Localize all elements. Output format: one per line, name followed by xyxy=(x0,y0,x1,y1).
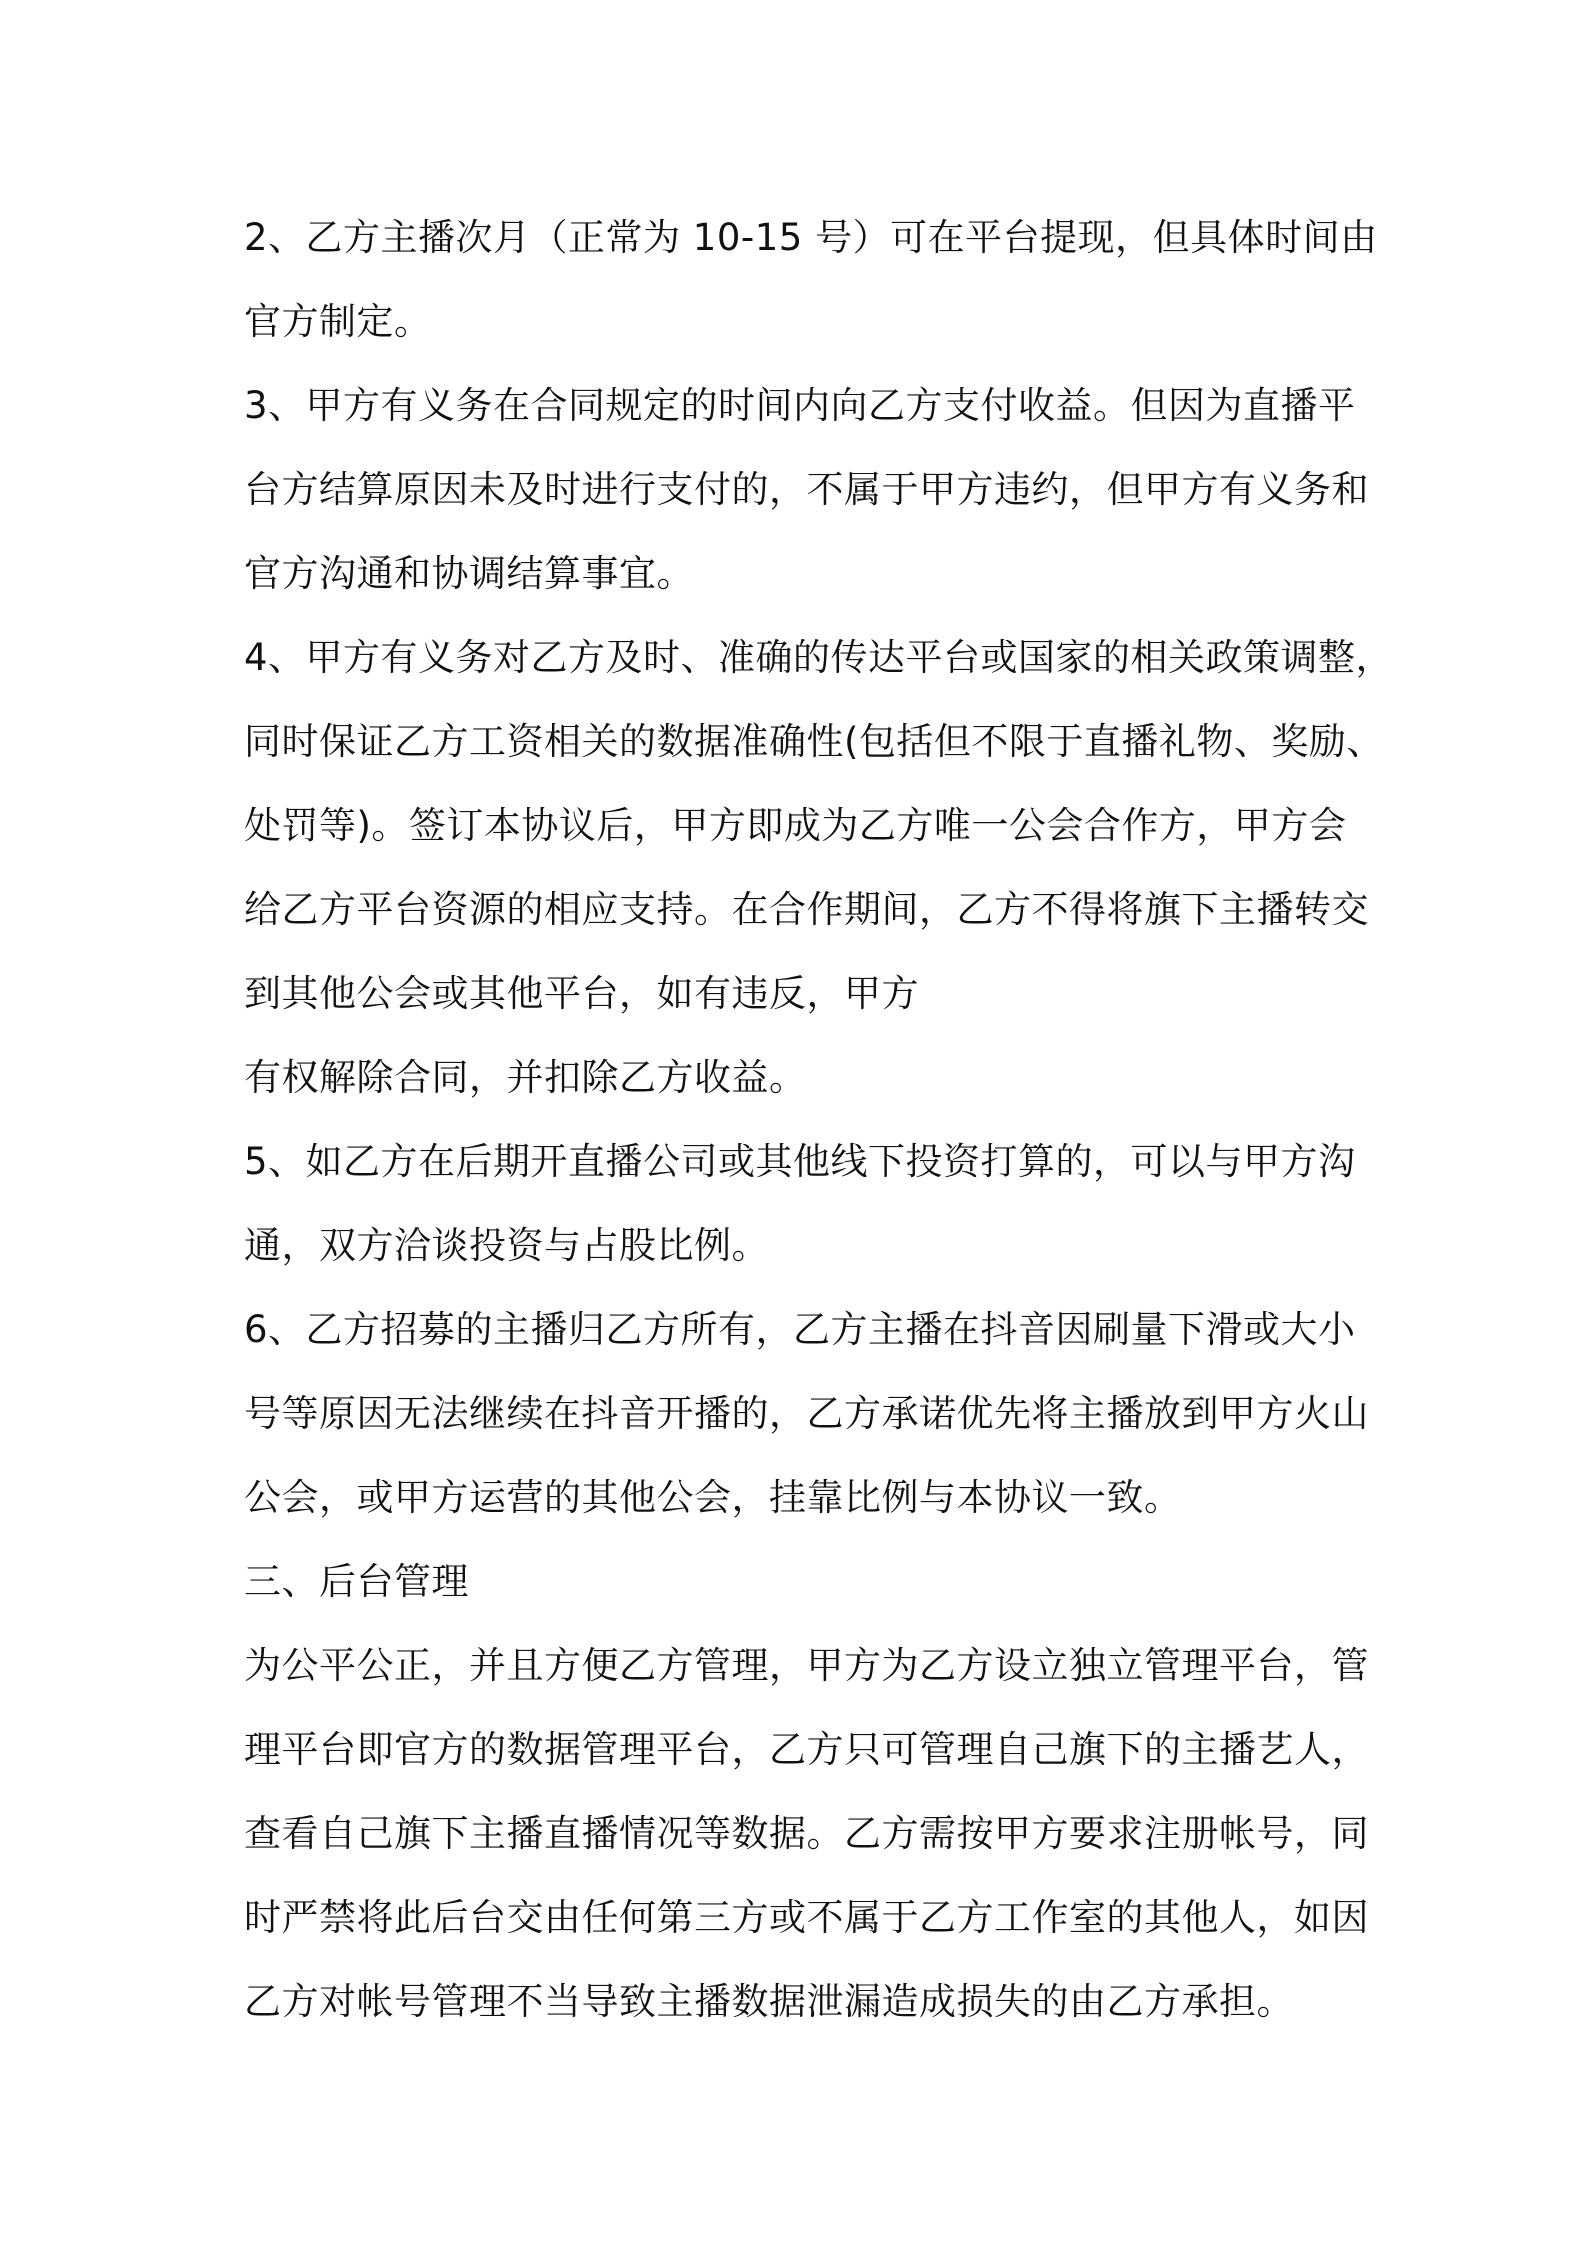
section-heading-backend-management: 三、后台管理 xyxy=(244,1560,469,1603)
clause-2-line-1: 2、乙方主播次月（正常为 10-15 号）可在平台提现，但具体时间由 xyxy=(244,216,1378,259)
backend-paragraph-line-5: 乙方对帐号管理不当导致主播数据泄漏造成损失的由乙方承担。 xyxy=(244,1980,1294,2023)
clause-4-line-4: 给乙方平台资源的相应支持。在合作期间，乙方不得将旗下主播转交 xyxy=(244,888,1369,931)
clause-4-line-1: 4、甲方有义务对乙方及时、准确的传达平台或国家的相关政策调整， xyxy=(244,636,1394,679)
clause-3-line-2: 台方结算原因未及时进行支付的，不属于甲方违约，但甲方有义务和 xyxy=(244,468,1369,511)
backend-paragraph-line-3: 查看自己旗下主播直播情况等数据。乙方需按甲方要求注册帐号，同 xyxy=(244,1812,1369,1855)
clause-6-line-1: 6、乙方招募的主播归乙方所有，乙方主播在抖音因刷量下滑或大小 xyxy=(244,1308,1356,1351)
clause-4-line-3: 处罚等)。签订本协议后，甲方即成为乙方唯一公会合作方，甲方会 xyxy=(244,804,1347,847)
clause-4-line-5: 到其他公会或其他平台，如有违反，甲方 xyxy=(244,972,919,1015)
clause-6-line-3: 公会，或甲方运营的其他公会，挂靠比例与本协议一致。 xyxy=(244,1476,1182,1519)
clause-4-line-2: 同时保证乙方工资相关的数据准确性(包括但不限于直播礼物、奖励、 xyxy=(244,720,1384,763)
clause-3-line-1: 3、甲方有义务在合同规定的时间内向乙方支付收益。但因为直播平 xyxy=(244,384,1356,427)
clause-3-line-3: 官方沟通和协调结算事宜。 xyxy=(244,552,694,595)
clause-6-line-2: 号等原因无法继续在抖音开播的，乙方承诺优先将主播放到甲方火山 xyxy=(244,1392,1369,1435)
contract-text-body xyxy=(244,196,1394,2044)
backend-paragraph-line-4: 时严禁将此后台交由任何第三方或不属于乙方工作室的其他人，如因 xyxy=(244,1896,1369,1939)
backend-paragraph-line-1: 为公平公正，并且方便乙方管理，甲方为乙方设立独立管理平台，管 xyxy=(244,1644,1369,1687)
clause-2-line-2: 官方制定。 xyxy=(244,300,432,343)
backend-paragraph-line-2: 理平台即官方的数据管理平台，乙方只可管理自己旗下的主播艺人， xyxy=(244,1728,1369,1771)
clause-4-line-6: 有权解除合同，并扣除乙方收益。 xyxy=(244,1056,807,1099)
clause-5-line-1: 5、如乙方在后期开直播公司或其他线下投资打算的，可以与甲方沟 xyxy=(244,1140,1356,1183)
clause-5-line-2: 通，双方洽谈投资与占股比例。 xyxy=(244,1224,769,1267)
